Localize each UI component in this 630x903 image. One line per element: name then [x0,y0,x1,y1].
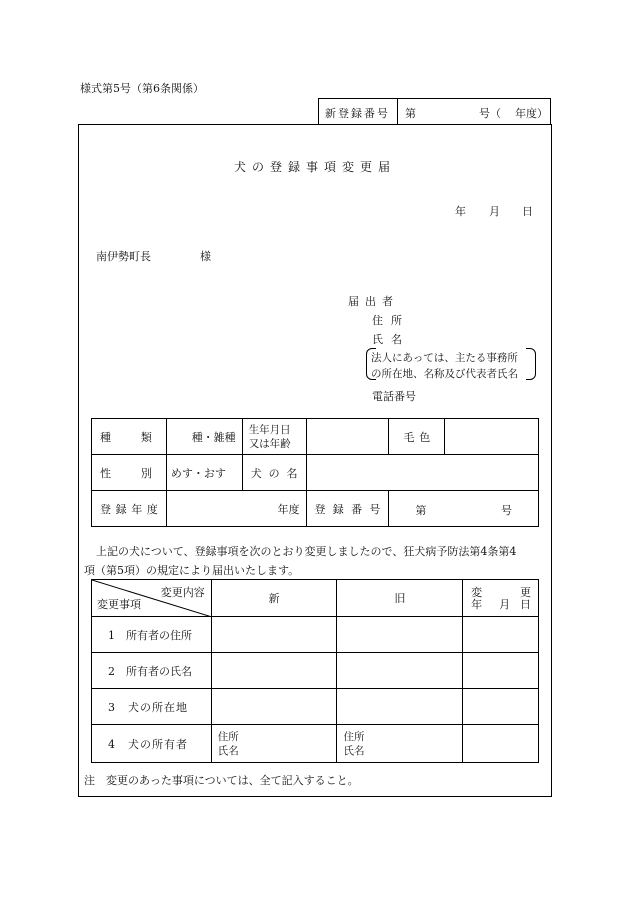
registration-number-nendo: 年度） [515,107,548,120]
registration-number-dai: 第 [405,107,416,120]
corp-note-line1: 法人にあっては、主たる事務所 [371,352,518,364]
date-year: 年 [455,205,466,218]
form-title: 犬の登録事項変更届 [233,160,396,174]
coat-field[interactable] [445,419,539,455]
header-change: 変 [471,586,483,599]
body-text-line1: 上記の犬について、登録事項を次のとおり変更しましたので、狂犬病予防法第4条第4 [96,545,517,558]
change-row-date[interactable] [463,653,539,689]
reg-year-field[interactable]: 年度 [166,491,306,527]
reg-no-dai: 第 [415,504,427,517]
change-row-label: 3 犬の所在地 [92,689,212,725]
body-text-line2: 項（第5項）の規定により届出いたします。 [84,564,300,577]
header-new: 新 [211,580,337,617]
coat-label: 毛色 [389,419,445,455]
change-table [91,579,539,763]
reg-no-go: 号 [501,504,512,517]
old-owner-address-label: 住所 [343,730,365,743]
date-month: 月 [489,205,500,218]
dog-name-label: 犬の名 [242,455,306,491]
sex-label: 性別 [92,455,167,491]
header-y: 年 [471,598,483,611]
header-d: 日 [520,598,531,611]
change-row-new[interactable] [211,653,337,689]
header-m: 月 [499,598,511,611]
change-row-new[interactable] [211,617,337,653]
change-header-corner [92,580,212,617]
registration-number-go: 号（ [479,107,501,120]
change-row-label: 4 犬の所有者 [92,725,212,763]
applicant-name-label: 氏名 [372,333,410,346]
dog-info-table [91,418,539,527]
change-row-old[interactable] [337,653,463,689]
note: 注 変更のあった事項については、全て記入すること。 [84,774,359,787]
change-row-date[interactable] [463,689,539,725]
registration-number-box [318,98,551,124]
change-row-old[interactable] [337,689,463,725]
reg-no-field[interactable] [389,491,539,527]
birth-label [242,419,306,455]
old-owner-name-label: 氏名 [343,744,365,757]
change-row-old[interactable] [337,617,463,653]
birth-label-line1: 生年月日 [248,423,291,436]
form-label: 様式第5号（第6条関係） [80,82,204,95]
reg-year-label: 登録年度 [92,491,167,527]
birth-label-line2: 又は年齢 [248,437,291,450]
change-row-old[interactable] [337,725,463,763]
change-row-new[interactable] [211,689,337,725]
breed-label: 種・雑種 [166,419,242,455]
registration-number-label: 新登録番号 [325,107,390,120]
change-row-label: 2 所有者の氏名 [92,653,212,689]
birth-field[interactable] [306,419,389,455]
applicant-phone-label: 電話番号 [372,390,416,403]
reg-no-label: 登録番号 [306,491,389,527]
header-change-date [463,580,539,617]
sex-value[interactable]: めす・おす [166,455,242,491]
new-owner-name-label: 氏名 [217,744,239,757]
header-change2: 更 [520,586,531,599]
change-row-date[interactable] [463,617,539,653]
dog-name-field[interactable] [306,455,538,491]
new-owner-address-label: 住所 [217,730,239,743]
change-row-new[interactable] [211,725,337,763]
addressee-name: 南伊勢町長 [96,250,151,263]
change-row-label: 1 所有者の住所 [92,617,212,653]
header-old: 旧 [337,580,463,617]
applicant-label: 届出者 [348,295,399,308]
kind-label: 種類 [92,419,167,455]
corp-note-line2: の所在地、名称及び代表者氏名 [371,368,518,380]
date-day: 日 [522,205,533,218]
header-item: 変更事項 [97,598,141,611]
addressee-honorific: 様 [200,250,211,263]
change-row-date[interactable] [463,725,539,763]
applicant-address-label: 住所 [372,314,410,327]
header-content: 変更内容 [160,586,205,599]
